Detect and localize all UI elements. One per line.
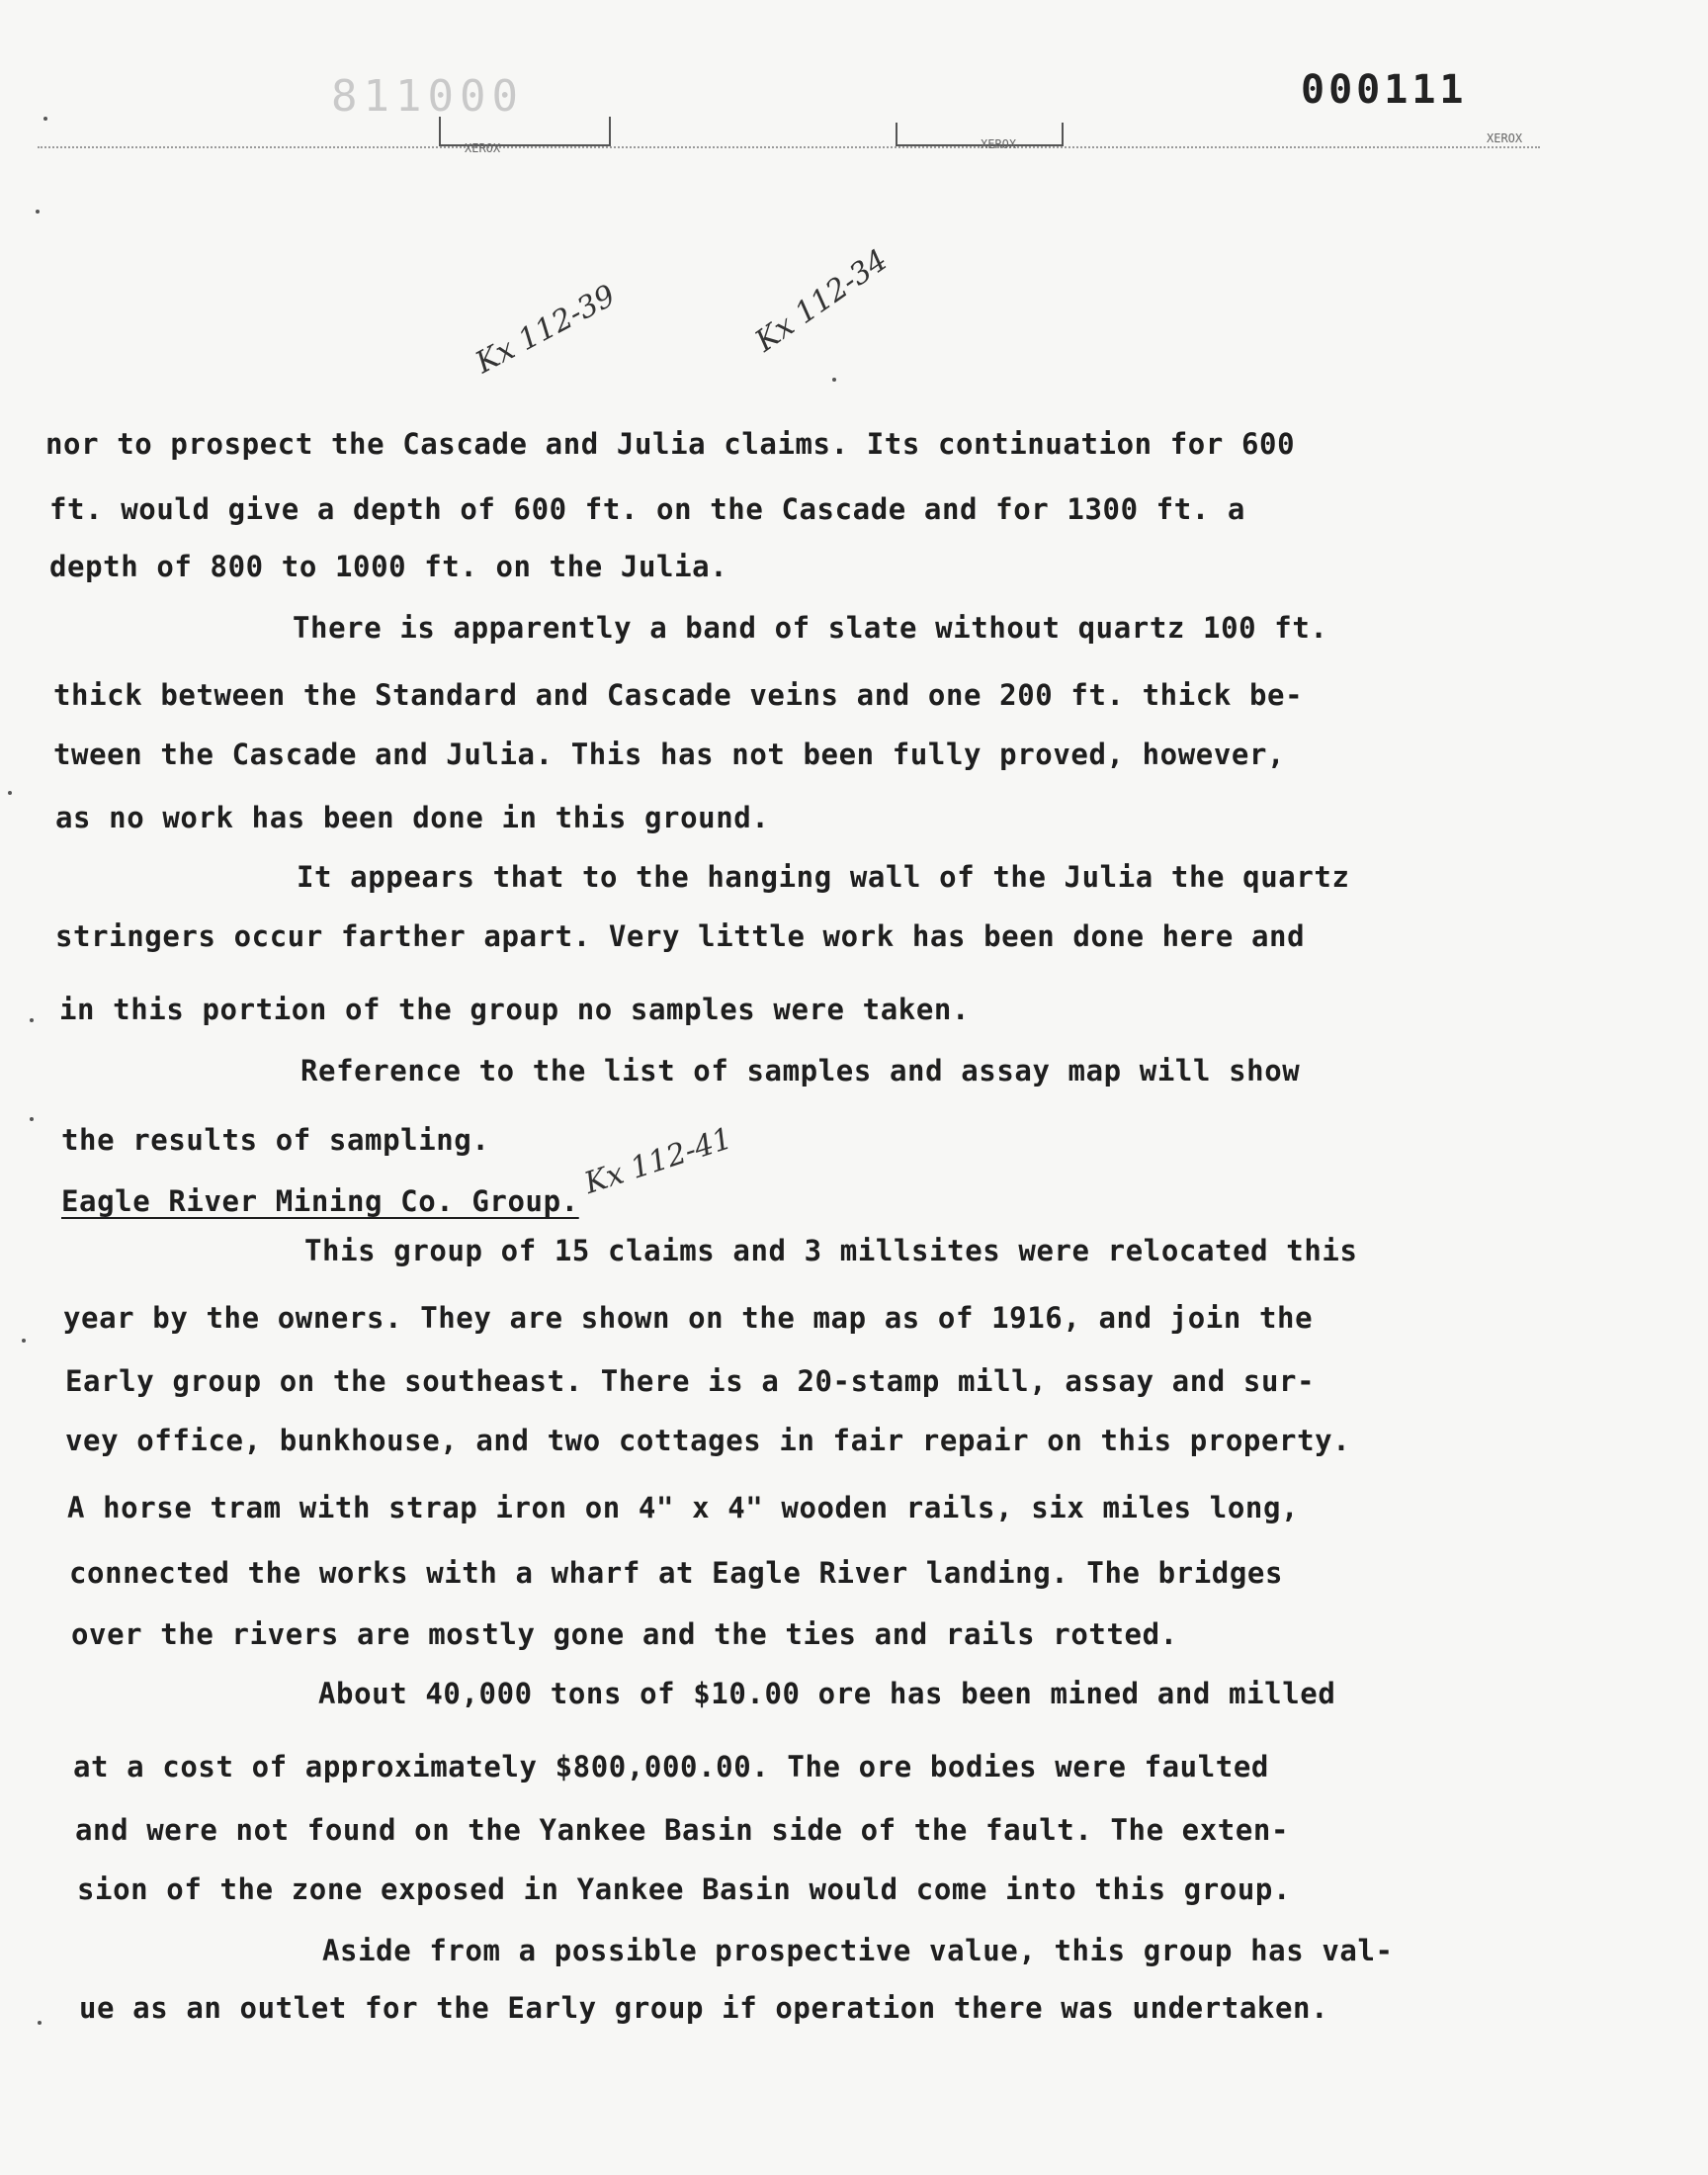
text-line: About 40,000 tons of $10.00 ore has been mined and milled [318,1677,1336,1710]
text-line: connected the works with a wharf at Eagle River landing. The bridges [69,1556,1284,1590]
text-line: over the rivers are mostly gone and the ties and rails rotted. [71,1617,1178,1651]
text-line: as no work has been done in this ground. [55,801,770,834]
handwritten-note: Kx 112-39 [470,278,622,381]
text-line: tween the Cascade and Julia. This has not been fully proved, however, [53,738,1286,771]
text-line: sion of the zone exposed in Yankee Basin would come into this group. [77,1872,1292,1906]
text-line: at a cost of approximately $800,000.00. The ore bodies were faulted [73,1750,1269,1784]
handwritten-note: Kx 112-41 [580,1120,736,1201]
scan-speck [8,791,12,795]
text-line: Reference to the list of samples and assay map will show [300,1054,1301,1088]
bleed-through-number: 811000 [331,71,524,122]
text-line: in this portion of the group no samples were taken. [59,993,971,1026]
scan-speck [30,1018,34,1022]
perforation-line [38,146,1540,148]
section-heading: Eagle River Mining Co. Group. [61,1184,579,1218]
text-line: There is apparently a band of slate without quartz 100 ft. [293,611,1328,645]
text-line: This group of 15 claims and 3 millsites were relocated this [304,1234,1358,1267]
text-line: year by the owners. They are shown on the map as of 1916, and join the [63,1301,1314,1335]
text-line: thick between the Standard and Cascade veins and one 200 ft. thick be- [53,678,1304,712]
text-line: A horse tram with strap iron on 4" x 4" wooden rails, six miles long, [67,1491,1300,1524]
scan-speck [36,210,40,214]
xerox-stamp: XEROX [981,137,1017,151]
text-line: ft. would give a depth of 600 ft. on the Cascade and for 1300 ft. a [49,492,1245,526]
text-line: the results of sampling. [61,1123,490,1157]
text-line: vey office, bunkhouse, and two cottages in fair repair on this property. [65,1424,1351,1457]
text-line: and were not found on the Yankee Basin side of the fault. The exten- [75,1813,1290,1847]
scan-speck [22,1339,26,1343]
text-line: ue as an outlet for the Early group if operation there was undertaken. [79,1991,1329,2025]
page-number: 000111 [1301,67,1468,113]
scan-speck [30,1117,34,1121]
text-line: It appears that to the hanging wall of the Julia the quartz [297,860,1350,894]
text-line: Aside from a possible prospective value, this group has val- [322,1934,1394,1967]
xerox-stamp: XEROX [1487,131,1523,145]
scan-speck [43,117,47,121]
xerox-stamp: XEROX [465,141,501,155]
scan-speck [38,2021,42,2025]
handwritten-note: Kx 112-34 [748,242,895,359]
scan-speck [832,378,836,382]
text-line: depth of 800 to 1000 ft. on the Julia. [49,550,728,583]
stamp-bracket [896,123,1064,146]
text-line: stringers occur farther apart. Very little work has been done here and [55,919,1306,953]
text-line: Early group on the southeast. There is a 20-stamp mill, assay and sur- [65,1364,1316,1398]
text-line: nor to prospect the Cascade and Julia claims. Its continuation for 600 [45,427,1296,461]
